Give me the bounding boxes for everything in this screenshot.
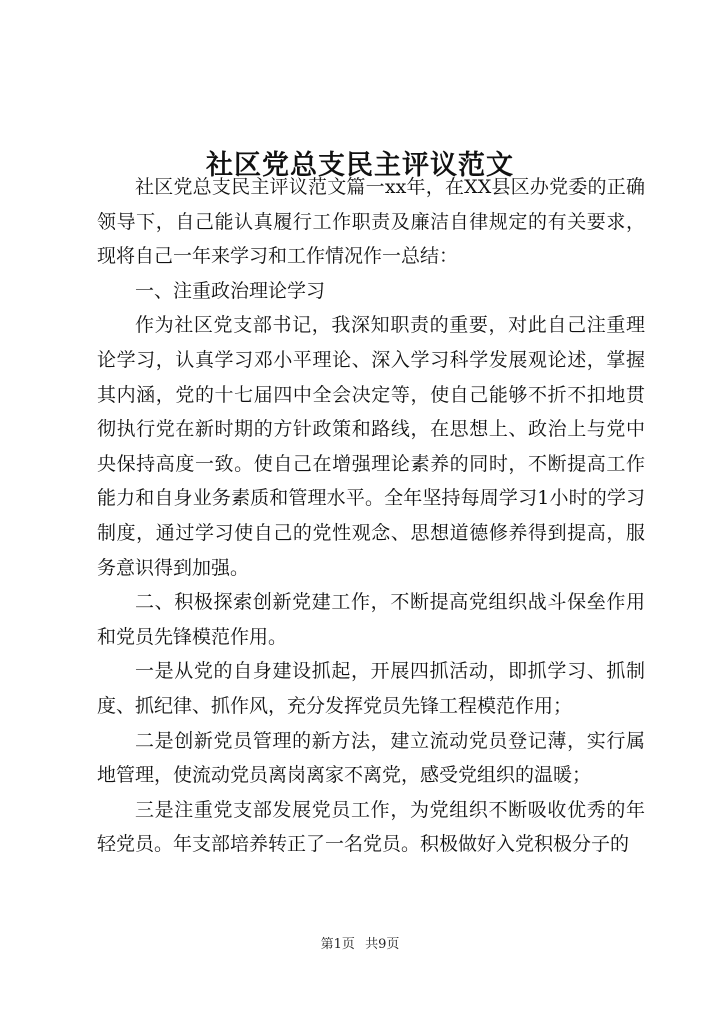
paragraph-theory-study: 作为社区党支部书记，我深知职责的重要，对此自己注重理论学习，认真学习邓小平理论、深入学习科学发展观论述，掌握其内涵，党的十七届四中全会决定等，使自己能够不折不扣地贯彻执行党在新时期的方针政策和路线，在思想上、政治上与党中央保持高度一致。使自己在增强理论素养的同时，不断提高工作能力和自身业务素质和管理水平。全年坚持每周学习1小时的学习制度，通过学习使自己的党性观念、思想道德修养得到提高，服务意识得到加强。	[97, 314, 645, 579]
section-heading-2: 二、积极探索创新党建工作，不断提高党组织战斗保垒作用和党员先锋模范作用。	[97, 591, 645, 648]
paragraph-intro: 社区党总支民主评议范文篇一xx年，在XX县区办党委的正确领导下，自己能认真履行工作职责及廉洁自律规定的有关要求，现将自己一年来学习和工作情况作一总结：	[97, 176, 645, 268]
page-number: 第1页	[320, 937, 355, 952]
paragraph-item-2: 二是创新党员管理的新方法，建立流动党员登记薄，实行属地管理，使流动党员离岗离家不离党，感受党组织的温暖；	[97, 729, 645, 787]
page-footer	[0, 936, 720, 954]
document-body	[97, 170, 645, 862]
paragraph-item-1: 一是从党的自身建设抓起，开展四抓活动，即抓学习、抓制度、抓纪律、抓作风，充分发挥党员先锋工程模范作用；	[97, 660, 645, 717]
total-pages: 共9页	[365, 937, 400, 952]
document-title: 社区党总支民主评议范文	[206, 150, 514, 182]
section-heading-1: 一、注重政治理论学习	[135, 279, 326, 302]
paragraph-item-3: 三是注重党支部发展党员工作，为党组织不断吸收优秀的年轻党员。年支部培养转正了一名党员。积极做好入党积极分子的	[97, 798, 645, 856]
